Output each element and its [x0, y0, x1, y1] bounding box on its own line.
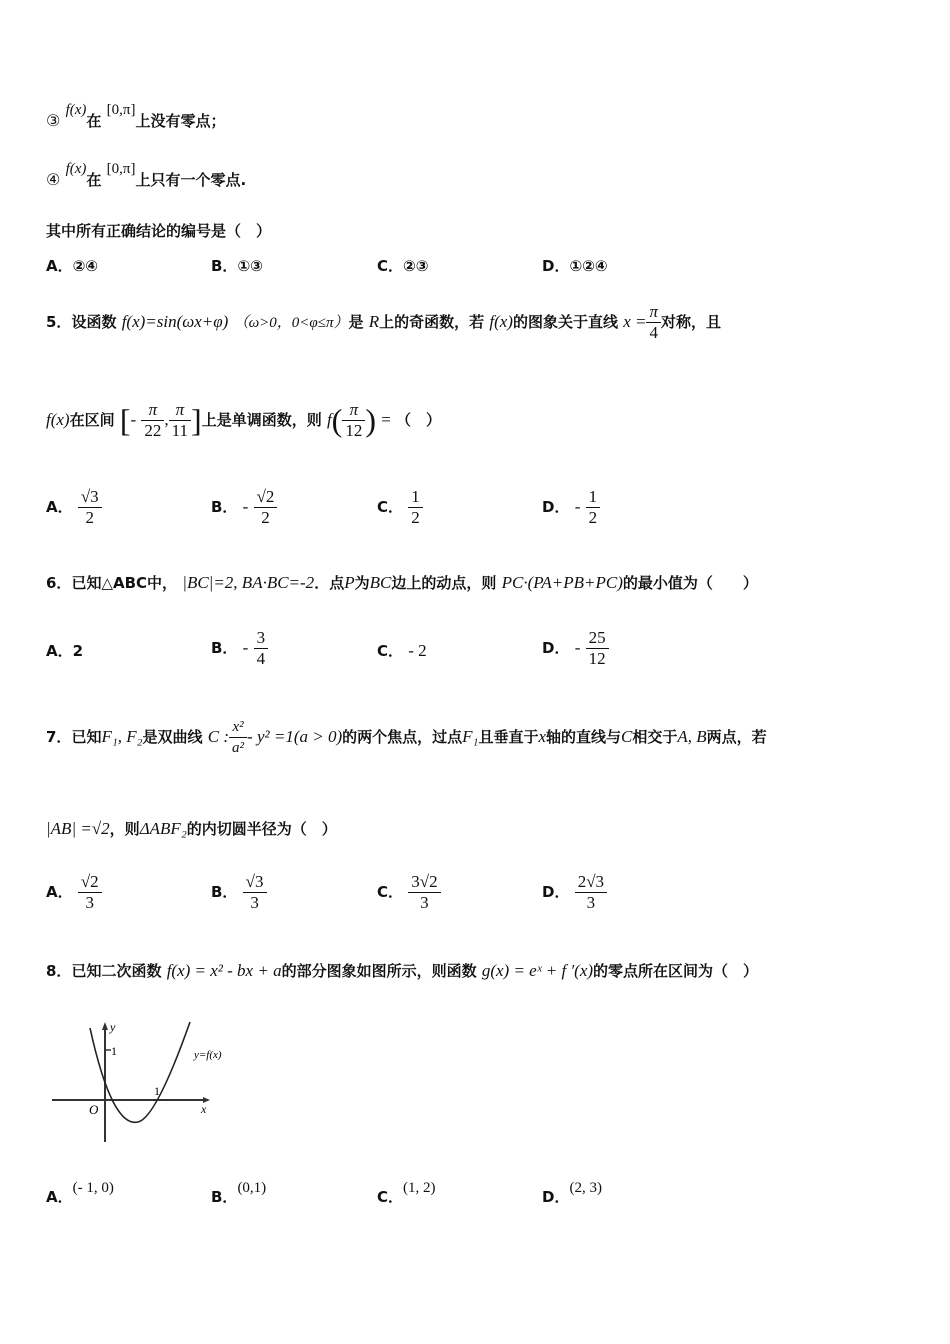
q7-option-d[interactable]: D． $\frac{2√3}{3}$ [542, 872, 607, 913]
q7-option-a[interactable]: A． $\frac{√2}{3}$ [46, 872, 102, 913]
q6-expression: PC·(PA+PB+PC) [501, 573, 623, 592]
q8-option-a[interactable]: A．(- 1, 0) [46, 1180, 114, 1206]
q4-item-3 [46, 102, 226, 131]
origin-label: O [89, 1102, 99, 1117]
fx: f(x) [65, 161, 87, 177]
q7-stem-line2: |AB| =√2，则ΔABF₂的内切圆半径为（ ） [46, 819, 337, 838]
q8-function: f(x) = x² - bx + a [166, 961, 282, 980]
q4-option-a[interactable]: A．②④ [46, 257, 99, 275]
interval: [0,π] [106, 161, 136, 177]
q6-option-a[interactable]: A．2 [46, 642, 84, 660]
q8-option-b[interactable]: B．(0,1) [211, 1180, 267, 1206]
q4-item-4 [46, 161, 247, 190]
q5-option-a[interactable]: A． $\frac{√3}{2}$ [46, 487, 102, 528]
item-marker: ④ [46, 170, 61, 189]
q6-stem: 6．已知△ABC中， |BC|=2, BA·BC=-2．点P为BC边上的动点，则 PC·(PA+PB+PC)的最小值为（ ） [46, 573, 758, 592]
q6-option-c[interactable]: C． - 2 [377, 641, 427, 660]
item-text: 上只有一个零点. [135, 171, 247, 189]
q6-option-d[interactable]: D． - $\frac{25}{12}$ [542, 628, 609, 669]
zai: 在 [86, 112, 102, 130]
q8-option-c[interactable]: C．(1, 2) [377, 1180, 436, 1206]
q4-option-b[interactable]: B．①③ [211, 257, 263, 275]
y-axis-label: y [110, 1020, 116, 1034]
x-one-label: 1 [154, 1084, 160, 1098]
q7-option-b[interactable]: B． $\frac{√3}{3}$ [211, 872, 267, 913]
q5-condition: （ω>0，0<φ≤π） [233, 315, 349, 331]
q5-stem-line1: 5．设函数 f(x)=sin(ωx+φ) （ω>0，0<φ≤π）是 R上的奇函数，若 f(x)的图象关于直线 x = $\frac{\pi}{4}$ 对称，且 [46, 302, 722, 342]
q6-condition: |BC|=2, BA·BC=-2 [182, 573, 315, 592]
y-one-label: 1 [111, 1044, 117, 1058]
q5-stem-line2: f(x)在区间 [- $\frac{\pi}{22}$ , $\frac{\pi}{11}$ ]上是单调函数，则 f( $\frac{\pi}{12}$ ) = （ ） [46, 400, 442, 440]
q8-stem: 8．已知二次函数 f(x) = x² - bx + a的部分图象如图所示，则函数 g(x) = eˣ + f ′(x)的零点所在区间为（ ） [46, 961, 759, 980]
q4-question: 其中所有正确结论的编号是（ ） [46, 222, 272, 240]
q4-option-d[interactable]: D．①②④ [542, 257, 608, 275]
q7-option-c[interactable]: C． $\frac{3√2}{3}$ [377, 872, 441, 913]
q8-parabola-graph [48, 1018, 248, 1148]
item-marker: ③ [46, 111, 61, 130]
q6-option-b[interactable]: B． - $\frac{3}{4}$ [211, 628, 268, 669]
q8-g-function: g(x) = eˣ + f ′(x) [481, 961, 594, 980]
fx: f(x) [65, 102, 87, 118]
item-text: 上没有零点； [135, 112, 226, 130]
interval: [0,π] [106, 102, 136, 118]
curve-label: y=f(x) [194, 1049, 222, 1061]
q5-option-d[interactable]: D． - $\frac{1}{2}$ [542, 487, 600, 528]
zai: 在 [86, 171, 102, 189]
q8-option-d[interactable]: D．(2, 3) [542, 1180, 602, 1206]
q4-option-c[interactable]: C．②③ [377, 257, 429, 275]
q5-option-c[interactable]: C． $\frac{1}{2}$ [377, 487, 423, 528]
q5-option-b[interactable]: B． - $\frac{√2}{2}$ [211, 487, 277, 528]
q5-function: f(x)=sin(ωx+φ) [121, 312, 229, 331]
q7-stem-line1: 7．已知F₁, F₂是双曲线 C : $\frac{\text{x²}}{\text{a²}}$ - y² =1(a > 0)的两个焦点，过点F₁且垂直于x轴的直线与C相交于A, B两点，若 [46, 719, 767, 756]
x-axis-label: x [201, 1102, 207, 1116]
